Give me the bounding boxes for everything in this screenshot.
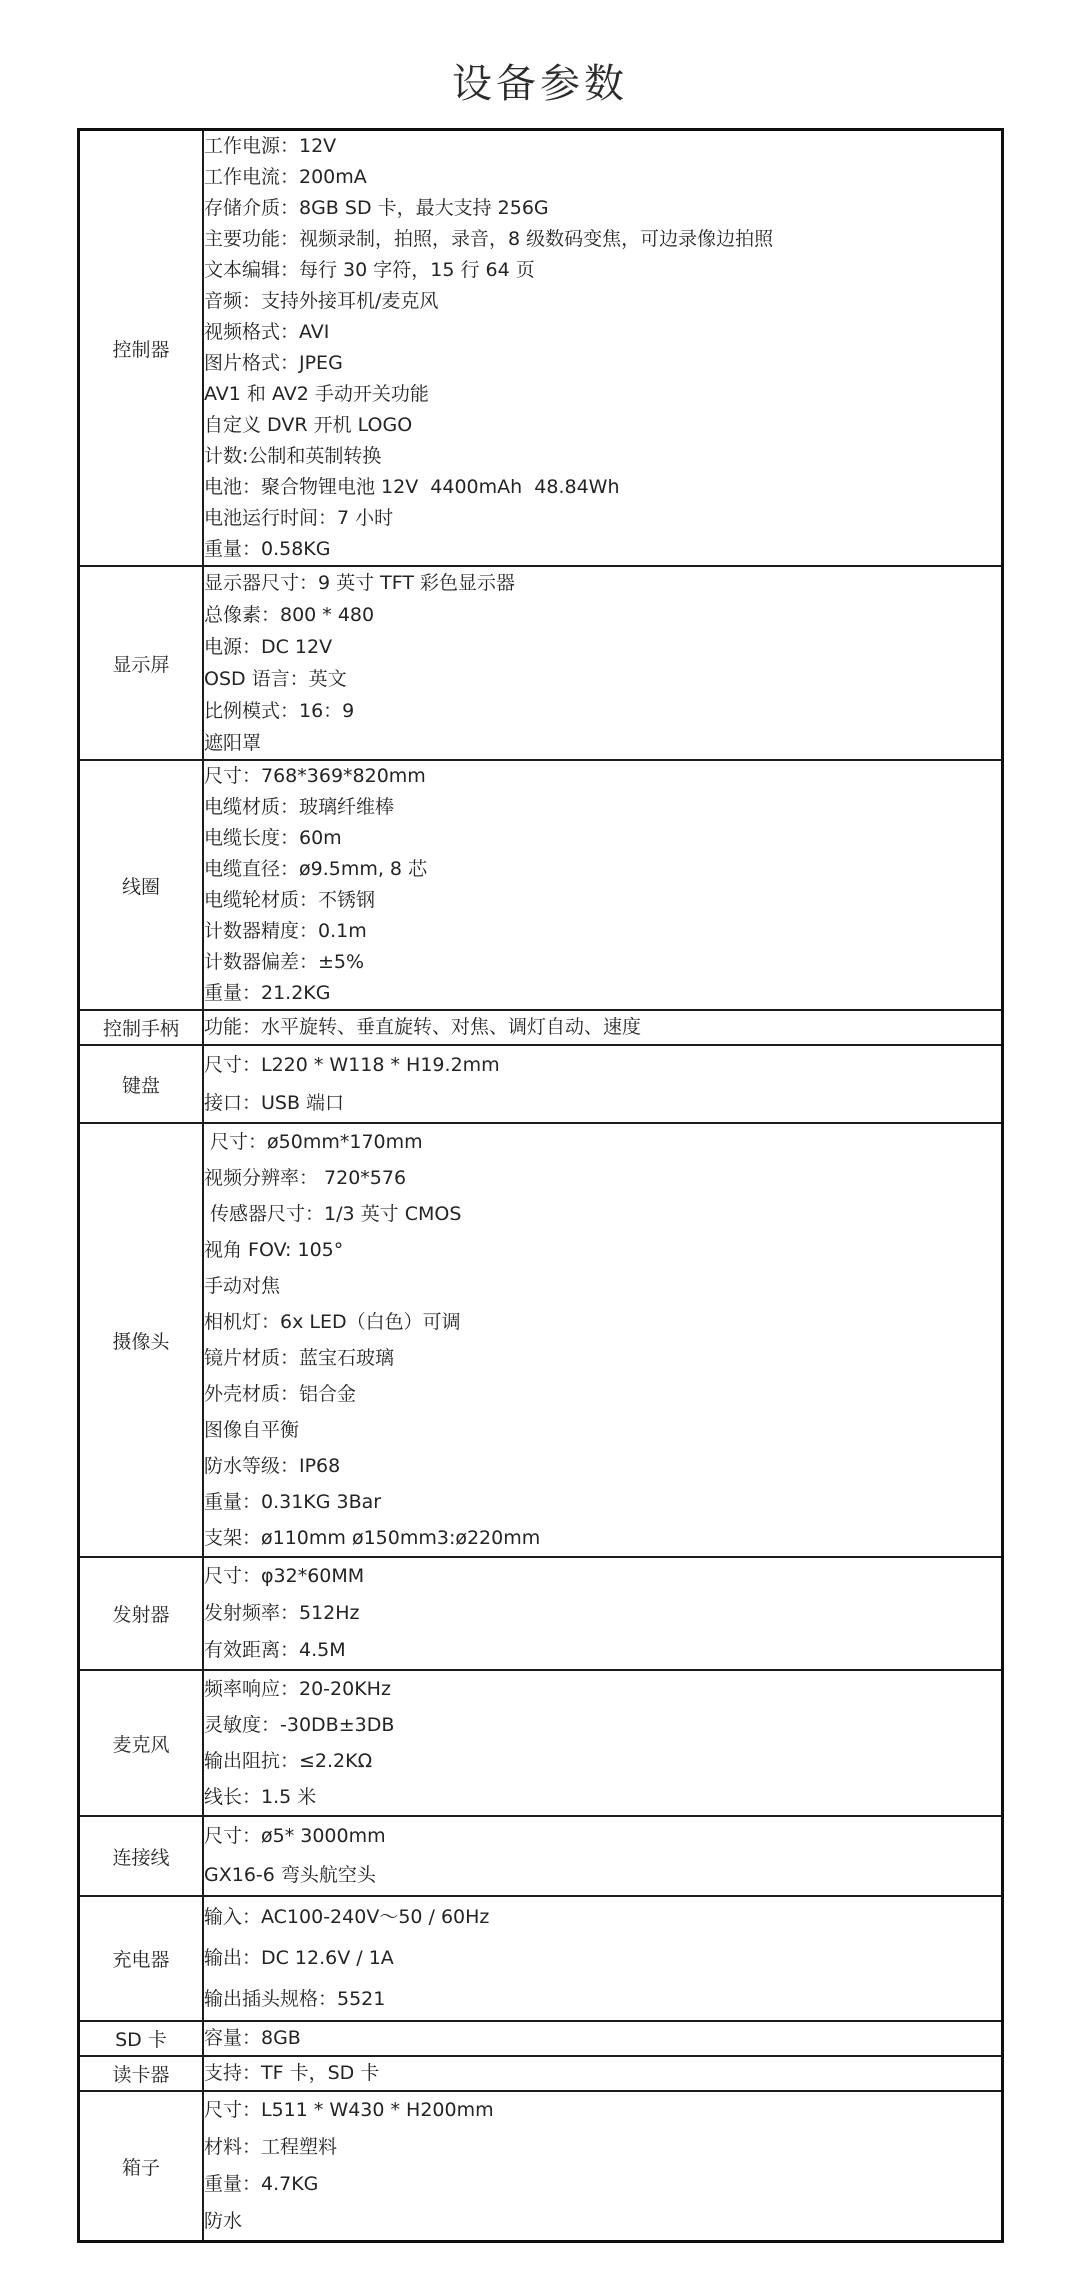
row-label: 键盘 — [79, 1045, 204, 1123]
spec-line: 手动对焦 — [204, 1275, 281, 1297]
row-label: 摄像头 — [79, 1123, 204, 1557]
spec-line: 线长：1.5 米 — [204, 1786, 317, 1808]
spec-line: 计数器精度：0.1m — [204, 920, 367, 942]
spec-line: 材料：工程塑料 — [204, 2136, 338, 2158]
spec-line: 电池：聚合物锂电池 12V 4400mAh 48.84Wh — [204, 476, 620, 498]
spec-line: AV1 和 AV2 手动开关功能 — [204, 383, 429, 405]
row-content — [203, 2021, 1003, 2056]
spec-line: 图像自平衡 — [204, 1419, 300, 1441]
row-keyboard — [79, 1045, 1003, 1123]
spec-line: 重量：21.2KG — [204, 982, 331, 1004]
row-display — [79, 566, 1003, 760]
row-coil — [79, 760, 1003, 1010]
spec-line: 视角 FOV: 105° — [204, 1239, 344, 1261]
spec-line: 图片格式：JPEG — [204, 352, 343, 374]
spec-line: 有效距离：4.5M — [204, 1639, 346, 1661]
spec-line: 功能：水平旋转、垂直旋转、对焦、调灯自动、速度 — [204, 1016, 642, 1038]
spec-line: 传感器尺寸：1/3 英寸 CMOS — [204, 1203, 462, 1225]
spec-line: 工作电源：12V — [204, 135, 337, 157]
row-content — [203, 760, 1003, 1010]
spec-line: GX16-6 弯头航空头 — [204, 1864, 376, 1886]
row-label: 箱子 — [79, 2091, 204, 2242]
row-transmitter — [79, 1557, 1003, 1670]
spec-line: 支架：ø110mm ø150mm3:ø220mm — [204, 1527, 541, 1549]
spec-line: 尺寸：φ32*60MM — [204, 1565, 365, 1587]
spec-line: 重量：4.7KG — [204, 2173, 319, 2195]
spec-line: 尺寸：L511 * W430 * H200mm — [204, 2099, 494, 2121]
row-label: 充电器 — [79, 1896, 204, 2021]
row-content — [203, 1123, 1003, 1557]
spec-line: 灵敏度：-30DB±3DB — [204, 1714, 395, 1736]
spec-line: 电缆轮材质：不锈钢 — [204, 889, 376, 911]
spec-line: 尺寸：ø50mm*170mm — [204, 1131, 423, 1153]
row-content — [203, 1010, 1003, 1045]
spec-line: 显示器尺寸：9 英寸 TFT 彩色显示器 — [204, 572, 516, 594]
spec-line: 自定义 DVR 开机 LOGO — [204, 414, 413, 436]
spec-line: 计数:公制和英制转换 — [204, 445, 382, 467]
row-controller — [79, 130, 1003, 567]
spec-line: 总像素：800 * 480 — [204, 604, 375, 626]
row-content — [203, 2091, 1003, 2242]
spec-line: 电缆材质：玻璃纤维棒 — [204, 796, 395, 818]
spec-line: 文本编辑：每行 30 字符，15 行 64 页 — [204, 259, 535, 281]
spec-line: 电池运行时间：7 小时 — [204, 507, 394, 529]
row-content — [203, 1670, 1003, 1816]
row-camera — [79, 1123, 1003, 1557]
row-sd-card — [79, 2021, 1003, 2056]
spec-line: 电缆直径：ø9.5mm, 8 芯 — [204, 858, 428, 880]
spec-line: OSD 语言：英文 — [204, 668, 347, 690]
spec-line: 尺寸：ø5* 3000mm — [204, 1825, 386, 1847]
spec-line: 重量：0.31KG 3Bar — [204, 1491, 382, 1513]
spec-line: 输出阻抗：≤2.2KΩ — [204, 1750, 373, 1772]
row-label: 控制手柄 — [79, 1010, 204, 1045]
spec-line: 电源：DC 12V — [204, 636, 333, 658]
spec-line: 遮阳罩 — [204, 732, 262, 754]
page-title: 设备参数 — [452, 61, 628, 107]
row-microphone — [79, 1670, 1003, 1816]
row-label: 连接线 — [79, 1816, 204, 1896]
spec-line: 视频格式：AVI — [204, 321, 330, 343]
row-label: 麦克风 — [79, 1670, 204, 1816]
row-content — [203, 1045, 1003, 1123]
spec-line: 尺寸：L220 * W118 * H19.2mm — [204, 1054, 500, 1076]
row-content — [203, 1896, 1003, 2021]
row-card-reader — [79, 2056, 1003, 2091]
spec-line: 输出：DC 12.6V / 1A — [204, 1947, 394, 1969]
row-label: SD 卡 — [79, 2021, 204, 2056]
spec-line: 支持：TF 卡，SD 卡 — [204, 2062, 380, 2084]
spec-line: 输入：AC100-240V〜50 / 60Hz — [204, 1906, 490, 1928]
spec-line: 音频：支持外接耳机/麦克风 — [204, 290, 439, 312]
row-content — [203, 130, 1003, 567]
row-label: 发射器 — [79, 1557, 204, 1670]
row-charger — [79, 1896, 1003, 2021]
spec-line: 接口：USB 端口 — [204, 1092, 345, 1114]
spec-line: 工作电流：200mA — [204, 166, 367, 188]
spec-line: 重量：0.58KG — [204, 538, 331, 560]
row-case — [79, 2091, 1003, 2242]
row-label: 线圈 — [79, 760, 204, 1010]
spec-line: 主要功能：视频录制，拍照，录音，8 级数码变焦，可边录像边拍照 — [204, 228, 774, 250]
spec-line: 发射频率：512Hz — [204, 1602, 360, 1624]
spec-line: 频率响应：20-20KHz — [204, 1678, 391, 1700]
row-label: 显示屏 — [79, 566, 204, 760]
spec-line: 电缆长度：60m — [204, 827, 342, 849]
row-label: 读卡器 — [79, 2056, 204, 2091]
spec-line: 尺寸：768*369*820mm — [204, 765, 426, 787]
spec-line: 防水等级：IP68 — [204, 1455, 341, 1477]
spec-line: 存储介质：8GB SD 卡，最大支持 256G — [204, 197, 549, 219]
spec-line: 输出插头规格：5521 — [204, 1988, 386, 2010]
row-content — [203, 566, 1003, 760]
spec-table — [77, 128, 1004, 2243]
spec-line: 视频分辨率： 720*576 — [204, 1167, 407, 1189]
spec-line: 防水 — [204, 2210, 243, 2232]
row-label: 控制器 — [79, 130, 204, 567]
row-content — [203, 1557, 1003, 1670]
spec-line: 相机灯：6x LED（白色）可调 — [204, 1311, 461, 1333]
row-content — [203, 2056, 1003, 2091]
spec-line: 计数器偏差：±5% — [204, 951, 365, 973]
spec-line: 外壳材质：铝合金 — [204, 1383, 357, 1405]
spec-line: 镜片材质：蓝宝石玻璃 — [204, 1347, 395, 1369]
spec-line: 容量：8GB — [204, 2027, 301, 2049]
row-content — [203, 1816, 1003, 1896]
row-control-handle — [79, 1010, 1003, 1045]
row-connection-cable — [79, 1816, 1003, 1896]
spec-line: 比例模式：16：9 — [204, 700, 355, 722]
